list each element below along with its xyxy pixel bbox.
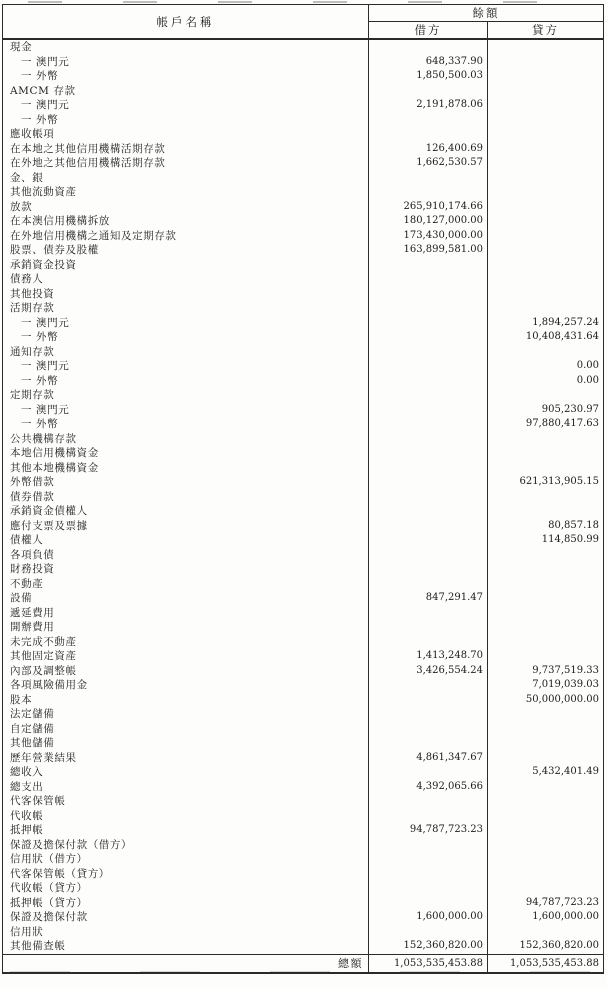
credit-cell: 7,019,039.03: [532, 679, 599, 690]
credit-cell: [488, 229, 604, 244]
table-row: [3, 243, 604, 258]
total-label: 總額: [3, 954, 369, 973]
credit-cell: [488, 881, 604, 896]
account-name-cell: 開辦費用: [3, 620, 369, 635]
table-row: [3, 258, 604, 273]
table-row: [3, 432, 604, 447]
debit-cell: [369, 475, 488, 490]
account-name-cell: 各項負債: [3, 548, 369, 563]
account-name-cell: 一 外幣: [3, 69, 369, 84]
table-row: [3, 84, 604, 99]
account-name-cell: 各項風險備用金: [3, 678, 369, 693]
debit-cell: [369, 359, 488, 374]
col-header-debit: 借方: [369, 22, 488, 40]
credit-cell: 905,230.97: [541, 403, 599, 415]
table-row: [3, 229, 604, 244]
account-name-cell: 承銷資金債權人: [3, 504, 369, 519]
debit-cell: [369, 258, 488, 273]
table-row: [3, 823, 604, 838]
credit-cell: [488, 562, 604, 577]
credit-cell: [488, 214, 604, 229]
credit-cell: [488, 620, 604, 635]
account-name-cell: 未完成不動產: [3, 635, 369, 650]
debit-cell: [369, 432, 488, 447]
table-row: [3, 809, 604, 824]
debit-cell: [369, 693, 488, 708]
table-row: [3, 272, 604, 287]
credit-cell: [488, 794, 604, 809]
credit-cell: [488, 823, 604, 838]
table-row: [3, 200, 604, 215]
table-row: [3, 591, 604, 606]
credit-cell: 114,850.99: [541, 534, 599, 545]
credit-cell: [488, 736, 604, 751]
credit-cell: [488, 272, 604, 287]
trial-balance-table: [2, 4, 604, 974]
debit-cell: 2,191,878.06: [369, 98, 488, 113]
table-row: [3, 722, 604, 737]
table-row: [3, 693, 604, 708]
table-row: [3, 852, 604, 867]
credit-cell: [488, 345, 604, 360]
table-row: [3, 417, 604, 432]
debit-cell: 847,291.47: [369, 591, 488, 606]
debit-cell: [369, 736, 488, 751]
account-name-cell: 在本地之其他信用機構活期存款: [3, 142, 369, 157]
account-name-cell: 信用狀（借方）: [3, 852, 369, 867]
table-row: [3, 519, 604, 534]
credit-cell: [488, 142, 604, 157]
credit-cell: [488, 127, 604, 142]
table-row: [3, 39, 604, 55]
account-name-cell: 財務投資: [3, 562, 369, 577]
credit-cell: [488, 84, 604, 99]
debit-cell: 163,899,581.00: [369, 243, 488, 258]
table-row: [3, 649, 604, 664]
table-row: [3, 504, 604, 519]
table-row: [3, 606, 604, 621]
debit-cell: [369, 722, 488, 737]
account-name-cell: 一 外幣: [3, 330, 369, 345]
table-row: [3, 620, 604, 635]
account-name-cell: 通知存款: [3, 345, 369, 360]
table-row: [3, 838, 604, 853]
account-name-cell: 定期存款: [3, 388, 369, 403]
credit-cell: [488, 156, 604, 171]
credit-cell: 9,737,519.33: [532, 664, 599, 676]
table-footer: [3, 954, 604, 973]
credit-cell: [488, 388, 604, 403]
table-row: [3, 113, 604, 128]
table-row: [3, 780, 604, 795]
debit-cell: [369, 562, 488, 577]
account-name-cell: 法定儲備: [3, 707, 369, 722]
debit-cell: [369, 548, 488, 563]
account-name-cell: 在外地之其他信用機構活期存款: [3, 156, 369, 171]
table-row: [3, 548, 604, 563]
table-row: [3, 214, 604, 229]
account-name-cell: 放款: [3, 200, 369, 215]
credit-cell: [488, 185, 604, 200]
debit-cell: 1,662,530.57: [369, 156, 488, 171]
debit-cell: [369, 287, 488, 302]
credit-cell: [488, 780, 604, 795]
debit-cell: [369, 852, 488, 867]
account-name-cell: 活期存款: [3, 301, 369, 316]
debit-cell: 3,426,554.24: [369, 664, 488, 679]
debit-cell: [369, 127, 488, 142]
credit-cell: [488, 446, 604, 461]
debit-cell: [369, 519, 488, 534]
table-row: [3, 171, 604, 186]
total-row: [3, 954, 604, 973]
account-name-cell: 公共機構存款: [3, 432, 369, 447]
credit-cell: [488, 591, 604, 606]
col-header-credit: 貸方: [488, 22, 604, 40]
table-row: [3, 316, 604, 331]
table-row: [3, 475, 604, 490]
debit-cell: [369, 867, 488, 882]
credit-cell: [488, 461, 604, 476]
account-name-cell: 一 外幣: [3, 417, 369, 432]
credit-cell: [488, 98, 604, 113]
table-row: [3, 287, 604, 302]
credit-cell: 5,432,401.49: [532, 766, 599, 777]
credit-cell: [488, 301, 604, 316]
account-name-cell: 遞延費用: [3, 606, 369, 621]
table-row: [3, 359, 604, 374]
debit-cell: [369, 446, 488, 461]
total-credit-cell: 1,053,535,453.88: [488, 954, 604, 973]
account-name-cell: 抵押帳: [3, 823, 369, 838]
table-row: [3, 635, 604, 650]
table-row: [3, 664, 604, 679]
debit-cell: 4,861,347.67: [369, 751, 488, 766]
account-name-cell: 債務人: [3, 272, 369, 287]
table-header: [3, 5, 604, 40]
account-name-cell: 一 外幣: [3, 113, 369, 128]
debit-cell: [369, 272, 488, 287]
credit-cell: [488, 722, 604, 737]
credit-cell: [488, 867, 604, 882]
account-name-cell: 債權人: [3, 533, 369, 548]
table-row: [3, 939, 604, 954]
table-row: [3, 533, 604, 548]
debit-cell: [369, 330, 488, 345]
table-row: [3, 736, 604, 751]
credit-cell: [488, 113, 604, 128]
account-name-cell: 外幣借款: [3, 475, 369, 490]
debit-cell: 180,127,000.00: [369, 214, 488, 229]
credit-cell: [488, 548, 604, 563]
debit-cell: 1,600,000.00: [369, 910, 488, 925]
account-name-cell: 代客保管帳: [3, 794, 369, 809]
credit-cell: [488, 707, 604, 722]
table-row: [3, 345, 604, 360]
debit-cell: [369, 301, 488, 316]
debit-cell: [369, 577, 488, 592]
credit-cell: [488, 171, 604, 186]
account-name-cell: 一 外幣: [3, 374, 369, 389]
account-name-cell: 總支出: [3, 780, 369, 795]
account-name-cell: 一 澳門元: [3, 359, 369, 374]
credit-cell: [488, 809, 604, 824]
account-name-cell: 不動產: [3, 577, 369, 592]
account-name-cell: 其他固定資產: [3, 649, 369, 664]
col-header-balance: 餘額: [369, 5, 604, 22]
credit-cell: [488, 635, 604, 650]
table-row: [3, 388, 604, 403]
credit-cell: [488, 852, 604, 867]
table-row: [3, 403, 604, 418]
debit-cell: [369, 504, 488, 519]
credit-cell: [488, 39, 604, 55]
account-name-cell: 代收帳（貸方）: [3, 881, 369, 896]
account-name-cell: 代客保管帳（貸方）: [3, 867, 369, 882]
table-row: [3, 69, 604, 84]
table-row: [3, 867, 604, 882]
credit-cell: 0.00: [576, 360, 599, 371]
account-name-cell: 保證及擔保付款（借方）: [3, 838, 369, 853]
debit-cell: [369, 388, 488, 403]
credit-cell: [488, 504, 604, 519]
credit-cell: 1,600,000.00: [532, 911, 599, 922]
debit-cell: [369, 403, 488, 418]
table-row: [3, 156, 604, 171]
credit-cell: 50,000,000.00: [525, 693, 599, 705]
debit-cell: [369, 925, 488, 940]
table-row: [3, 925, 604, 940]
table-row: [3, 562, 604, 577]
debit-cell: [369, 635, 488, 650]
account-name-cell: 本地信用機構資金: [3, 446, 369, 461]
table-row: [3, 330, 604, 345]
debit-cell: [369, 171, 488, 186]
debit-cell: 152,360,820.00: [369, 939, 488, 954]
credit-cell: [488, 200, 604, 215]
col-header-account-name: 帳戶名稱: [3, 5, 369, 40]
debit-cell: [369, 809, 488, 824]
account-name-cell: 一 澳門元: [3, 316, 369, 331]
debit-cell: [369, 490, 488, 505]
debit-cell: 1,413,248.70: [369, 649, 488, 664]
debit-cell: [369, 794, 488, 809]
account-name-cell: 信用狀: [3, 925, 369, 940]
credit-cell: [488, 606, 604, 621]
account-name-cell: 自定儲備: [3, 722, 369, 737]
account-name-cell: 股本: [3, 693, 369, 708]
credit-cell: [488, 243, 604, 258]
credit-cell: [488, 838, 604, 853]
debit-cell: [369, 707, 488, 722]
account-name-cell: 在外地信用機構之通知及定期存款: [3, 229, 369, 244]
debit-cell: 265,910,174.66: [369, 200, 488, 215]
total-debit-cell: 1,053,535,453.88: [369, 954, 488, 973]
credit-cell: [488, 751, 604, 766]
debit-cell: [369, 345, 488, 360]
table-body: [3, 39, 604, 954]
table-row: [3, 446, 604, 461]
table-row: [3, 142, 604, 157]
credit-cell: 10,408,431.64: [525, 331, 599, 342]
scan-artifact-top: [28, 1, 573, 3]
credit-cell: [488, 925, 604, 940]
debit-cell: [369, 678, 488, 693]
account-name-cell: 一 澳門元: [3, 55, 369, 70]
account-name-cell: 代收帳: [3, 809, 369, 824]
credit-cell: 0.00: [576, 374, 599, 386]
credit-cell: [488, 649, 604, 664]
table-row: [3, 55, 604, 70]
account-name-cell: 金、銀: [3, 171, 369, 186]
debit-cell: [369, 896, 488, 911]
table-row: [3, 577, 604, 592]
account-name-cell: 一 澳門元: [3, 403, 369, 418]
table-row: [3, 490, 604, 505]
table-row: [3, 765, 604, 780]
debit-cell: 173,430,000.00: [369, 229, 488, 244]
debit-cell: [369, 620, 488, 635]
account-name-cell: 承銷資金投資: [3, 258, 369, 273]
table-row: [3, 461, 604, 476]
account-name-cell: 內部及調整帳: [3, 664, 369, 679]
credit-cell: [488, 577, 604, 592]
credit-cell: [488, 55, 604, 70]
credit-cell: [488, 287, 604, 302]
credit-cell: 152,360,820.00: [519, 940, 599, 951]
table-row: [3, 910, 604, 925]
table-row: [3, 881, 604, 896]
account-name-cell: 股票、債券及股權: [3, 243, 369, 258]
debit-cell: [369, 113, 488, 128]
table-row: [3, 127, 604, 142]
credit-cell: 97,880,417.63: [525, 418, 599, 429]
account-name-cell: 歷年營業結果: [3, 751, 369, 766]
account-name-cell: 一 澳門元: [3, 98, 369, 113]
debit-cell: 4,392,065.66: [369, 780, 488, 795]
account-name-cell: AMCM 存款: [3, 84, 369, 99]
table-row: [3, 98, 604, 113]
table-row: [3, 374, 604, 389]
debit-cell: [369, 533, 488, 548]
credit-cell: 621,313,905.15: [519, 476, 599, 487]
debit-cell: 94,787,723.23: [369, 823, 488, 838]
debit-cell: [369, 417, 488, 432]
account-name-cell: 現金: [3, 39, 369, 55]
debit-cell: [369, 316, 488, 331]
table-row: [3, 707, 604, 722]
debit-cell: [369, 461, 488, 476]
debit-cell: [369, 765, 488, 780]
account-name-cell: 其他儲備: [3, 736, 369, 751]
debit-cell: 1,850,500.03: [369, 69, 488, 84]
account-name-cell: 應收帳項: [3, 127, 369, 142]
account-name-cell: 債券借款: [3, 490, 369, 505]
table-row: [3, 185, 604, 200]
account-name-cell: 其他投資: [3, 287, 369, 302]
debit-cell: [369, 838, 488, 853]
account-name-cell: 保證及擔保付款: [3, 910, 369, 925]
table-row: [3, 896, 604, 911]
debit-cell: [369, 606, 488, 621]
account-name-cell: 設備: [3, 591, 369, 606]
debit-cell: [369, 881, 488, 896]
table-row: [3, 751, 604, 766]
table-row: [3, 794, 604, 809]
account-name-cell: 總收入: [3, 765, 369, 780]
account-name-cell: 其他本地機構資金: [3, 461, 369, 476]
account-name-cell: 在本澳信用機構拆放: [3, 214, 369, 229]
credit-cell: [488, 490, 604, 505]
account-name-cell: 抵押帳（貸方）: [3, 896, 369, 911]
debit-cell: [369, 84, 488, 99]
debit-cell: [369, 374, 488, 389]
credit-cell: 80,857.18: [548, 519, 599, 531]
debit-cell: [369, 185, 488, 200]
credit-cell: 94,787,723.23: [525, 896, 599, 908]
account-name-cell: 其他備查帳: [3, 939, 369, 954]
table-row: [3, 678, 604, 693]
credit-cell: [488, 258, 604, 273]
table-row: [3, 301, 604, 316]
credit-cell: [488, 69, 604, 84]
debit-cell: [369, 39, 488, 55]
debit-cell: 126,400.69: [369, 142, 488, 157]
account-name-cell: 應付支票及票據: [3, 519, 369, 534]
credit-cell: [488, 432, 604, 447]
credit-cell: 1,894,257.24: [532, 316, 599, 328]
debit-cell: 648,337.90: [369, 55, 488, 70]
account-name-cell: 其他流動資產: [3, 185, 369, 200]
